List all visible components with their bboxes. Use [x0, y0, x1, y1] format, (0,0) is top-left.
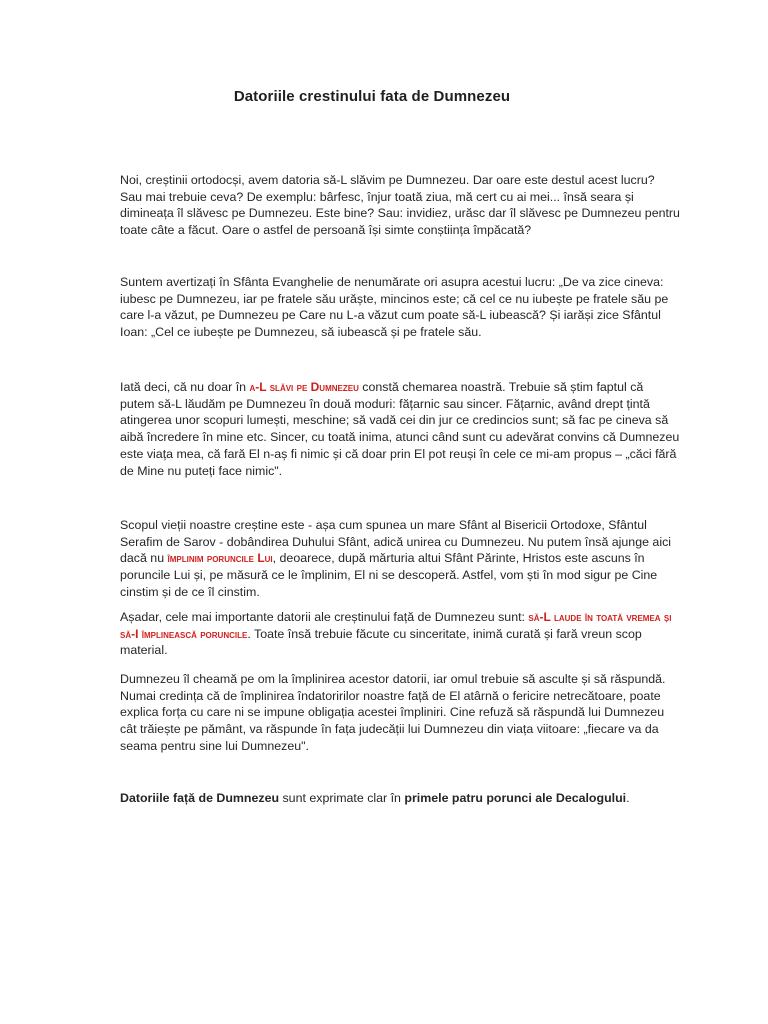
highlight-implinim-poruncile: împlinim poruncile Lui [167, 551, 273, 566]
paragraph-6: Dumnezeu îl cheamă pe om la împlinirea acestor datorii, iar omul trebuie să asculte și să răspundă. Numai credința că de împlinirea îndatoririlor noastre față de El atârnă o fericire netrecătoare, poate explica forța cu care ni se impune obligația acestei împliniri. Cine refuză să răspundă lui Dumnezeu cât trăiește pe pământ, va răspunde în fața judecății lui Dumnezeu din viața viitoare: „fiecare va da seama pentru sine lui Dumnezeu". [120, 672, 666, 753]
paragraph-1: Noi, creștinii ortodocși, avem datoria să-L slăvim pe Dumnezeu. Dar oare este destul acest lucru? Sau mai trebuie ceva? De exemplu: bârfesc, înjur toată ziua, mă cert cu ai mei... însă seara și dimineața îl slăvesc pe Dumnezeu. Este bine? Sau: invidiez, urăsc dar îl slăvesc pe Dumnezeu pentru toate câte a făcut. Oare o astfel de persoană își simte conștiința împăcată? [120, 173, 680, 238]
paragraph-7-text-end: . [626, 791, 630, 805]
paragraph-4 [120, 517, 680, 601]
paragraph-3-text-start: Iată deci, că nu doar în [120, 380, 250, 394]
highlight-datorii: să-L laude în toată vremea și să-I împlinească poruncile [120, 610, 672, 641]
paragraph-7 [120, 790, 680, 807]
paragraph-3 [120, 379, 680, 479]
bold-primele-patru-porunci: primele patru porunci ale Decalogului [404, 791, 627, 805]
highlight-a-l-slavi: a-L slăvi pe Dumnezeu [249, 380, 359, 394]
paragraph-5-text-end: . Toate însă trebuie făcute cu sinceritate, inimă curată și fară vreun scop material. [120, 626, 642, 658]
paragraph-4-text-start: Scopul vieții noastre creștine este - așa cum spunea un mare Sfânt al Bisericii Ortodoxe, Sfântul Serafim de Sarov - dobândirea Duhului Sfânt, adică unirea cu Dumnezeu. Nu putem însă ajunge aici dacă nu [120, 518, 672, 566]
paragraph-5 [120, 609, 680, 659]
bold-datoriile: Datoriile față de Dumnezeu [120, 791, 280, 805]
document-title: Datoriile crestinului fata de Dumnezeu [233, 88, 511, 105]
paragraph-7-text-mid: sunt exprimate clar în [279, 791, 405, 805]
paragraph-2: Suntem avertizați în Sfânta Evanghelie de nenumărate ori asupra acestui lucru: „De va zice cineva: iubesc pe Dumnezeu, iar pe fratele său urăște, mincinos este; că cel ce nu iubește pe fratele său pe care l-a văzut, pe Dumnezeu pe Care nu L-a văzut cum poate să-L iubească? Și iarăși zice Sfântul Ioan: „Cel ce iubește pe Dumnezeu, să iubească și pe fratele său. [120, 275, 669, 340]
paragraph-3-text-end: constă chemarea noastră. Trebuie să știm faptul că putem să-L lăudăm pe Dumnezeu în două moduri: fățarnic sau sincer. Fățarnic, având drept țintă atingerea unor scopuri lumești, meschine; să vadă cei din jur ce credincios sunt; să fac pe cineva să aibă încredere în mine etc. Sincer, cu toată inima, atunci când sunt cu adevărat convins că Dumnezeu este viața mea, că fară El n-aș fi nimic și că doar prin El pot reuși în cele ce mi-am propus – „căci fără de Mine nu puteți face nimic". [120, 380, 680, 478]
paragraph-5-text-start: Așadar, cele mai importante datorii ale creștinului față de Dumnezeu sunt: [120, 610, 529, 624]
paragraph-4-text-end: , deoarece, după mărturia altui Sfânt Părinte, Hristos este ascuns în poruncile Lui și, pe măsură ce le împlinim, El ni se descoperă. Astfel, vom ști în mod sigur pe Cine cinstim și de ce îl cinstim. [120, 551, 658, 599]
